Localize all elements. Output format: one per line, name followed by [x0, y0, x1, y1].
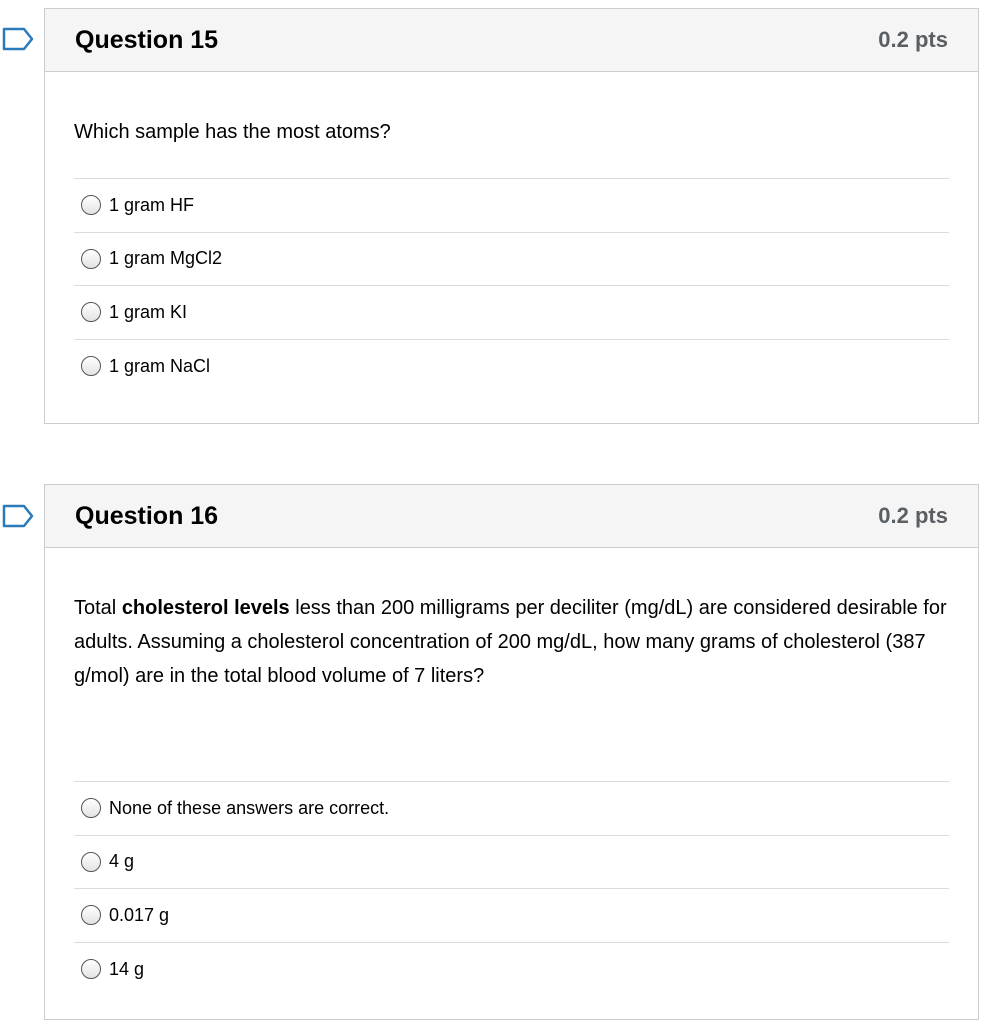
- radio-button-icon[interactable]: [81, 249, 101, 269]
- answer-option[interactable]: [74, 233, 949, 287]
- question-16-card: [44, 484, 979, 1020]
- radio-button-icon[interactable]: [81, 852, 101, 872]
- radio-button-icon[interactable]: [81, 905, 101, 925]
- answer-label: 4 g: [109, 851, 135, 872]
- answer-option[interactable]: [74, 286, 949, 340]
- answer-label: 1 gram NaCl: [109, 355, 211, 376]
- question-points: 0.2 pts: [878, 27, 948, 52]
- question-text-part: less than 200 milligrams per deciliter (mg/dL) are considered desirable for adults. Assuming a cholesterol concentration of 200 mg/dL, how many grams of cholesterol (387 g/mol) are in the total blood volume of 7 liters?: [74, 597, 947, 687]
- radio-button-icon[interactable]: [81, 356, 101, 376]
- question-body: [45, 548, 978, 996]
- answer-list: [74, 781, 949, 996]
- question-header: [45, 485, 978, 548]
- question-15-card: [44, 8, 979, 424]
- question-text-part: Total: [74, 597, 122, 619]
- answer-option[interactable]: [74, 179, 949, 233]
- answer-option[interactable]: [74, 943, 949, 997]
- question-title: Question 16: [75, 501, 219, 530]
- answer-option[interactable]: [74, 782, 949, 836]
- answer-label: 14 g: [109, 958, 145, 979]
- radio-button-icon[interactable]: [81, 959, 101, 979]
- answer-label: 1 gram HF: [109, 194, 195, 215]
- radio-button-icon[interactable]: [81, 302, 101, 322]
- question-text: Which sample has the most atoms?: [74, 121, 391, 143]
- flag-question-16-icon[interactable]: [2, 504, 34, 528]
- question-points: 0.2 pts: [878, 503, 948, 528]
- radio-button-icon[interactable]: [81, 798, 101, 818]
- answer-label: 0.017 g: [109, 904, 170, 925]
- question-title: Question 15: [75, 25, 219, 54]
- radio-button-icon[interactable]: [81, 195, 101, 215]
- answer-label: 1 gram KI: [109, 301, 188, 322]
- question-header: [45, 9, 978, 72]
- answer-option[interactable]: [74, 889, 949, 943]
- question-text: [74, 548, 949, 781]
- question-body: [45, 72, 978, 393]
- answer-label: 1 gram MgCl2: [109, 248, 223, 269]
- flag-question-15-icon[interactable]: [2, 27, 34, 51]
- answer-option[interactable]: [74, 836, 949, 890]
- question-text-bold: cholesterol levels: [121, 597, 290, 619]
- answer-option[interactable]: [74, 340, 949, 394]
- answer-label: None of these answers are correct.: [109, 797, 390, 818]
- answer-list: [74, 178, 949, 393]
